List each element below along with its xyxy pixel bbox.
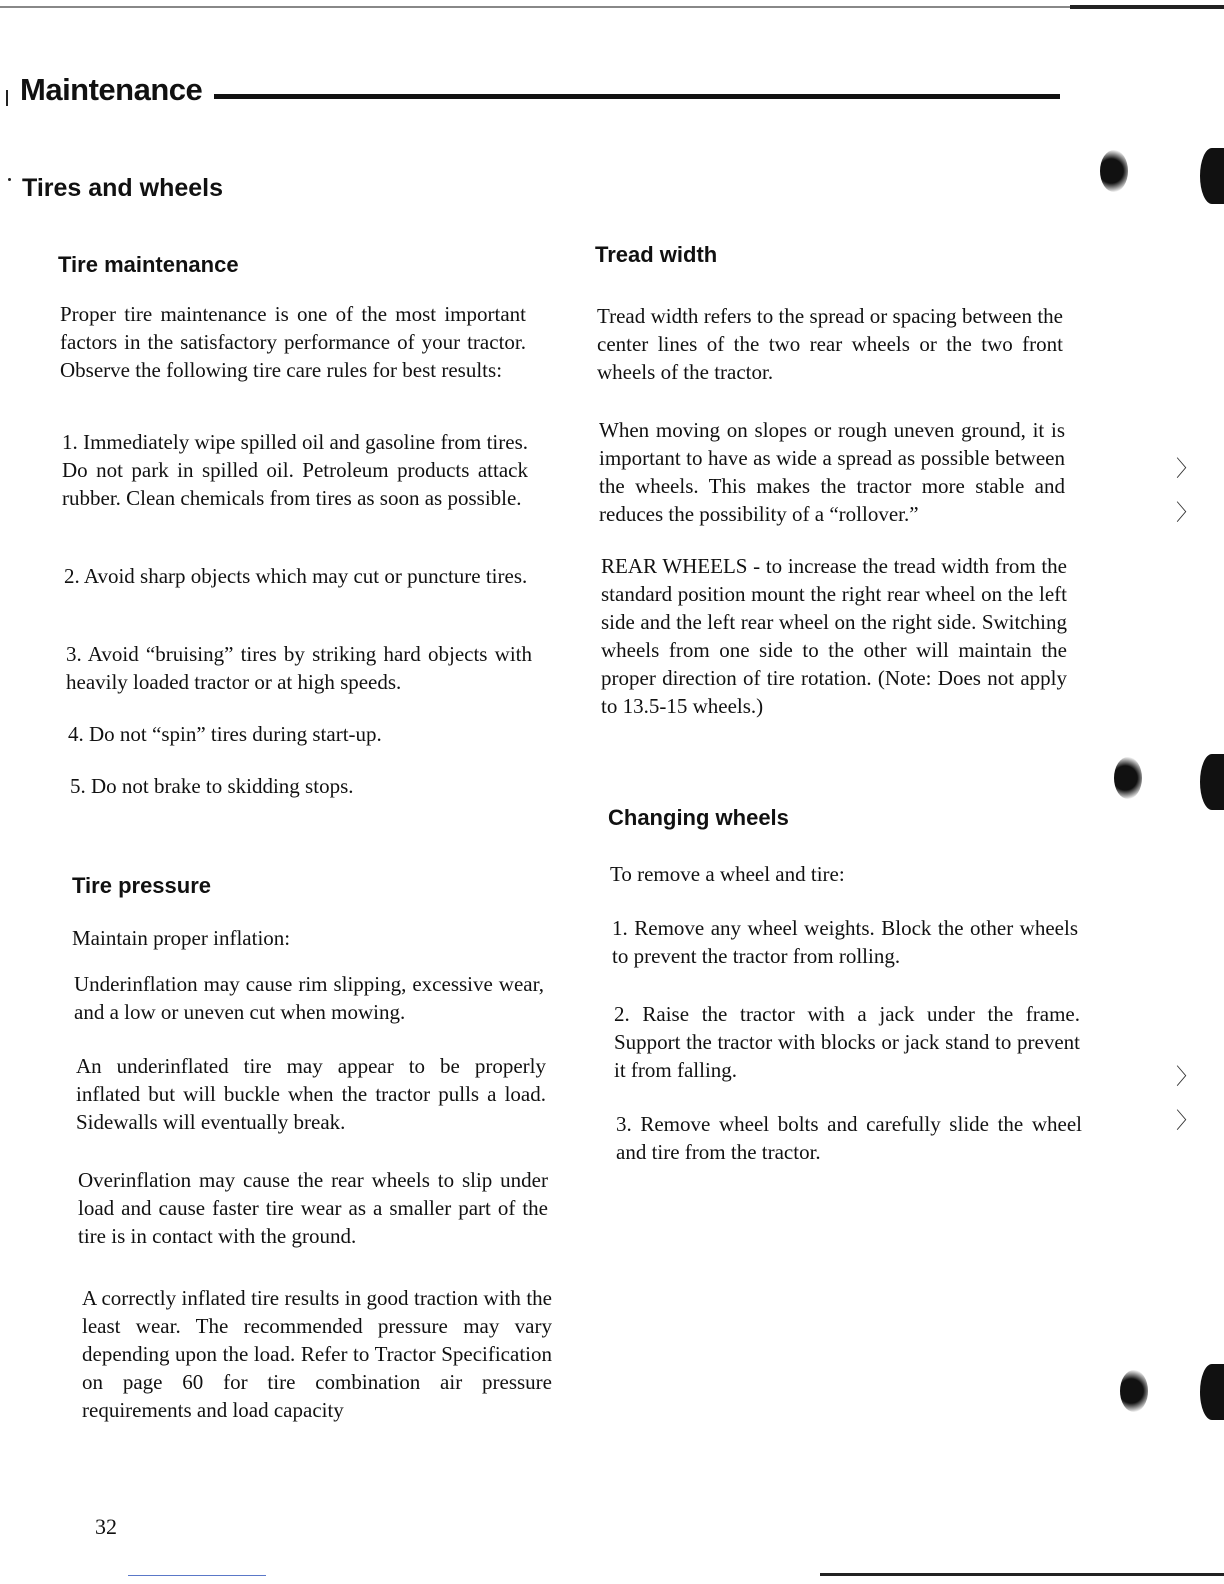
changing-wheels-step-3: 3. Remove wheel bolts and carefully slide the wheel and tire from the tractor. bbox=[616, 1112, 1082, 1164]
bottom-rule bbox=[820, 1573, 1224, 1576]
tread-width-para-3: REAR WHEELS - to increase the tread width from the standard position mount the right rear wheel on the left side and the left rear wheel on the right side. Switching wheels from one side to the other will maintain the proper direction of tire rotation. (Note: Does not apply to 13.5-15 wheels.) bbox=[601, 554, 1067, 718]
tire-maintenance-intro: Proper tire maintenance is one of the most important factors in the satisfactory performance of your tractor. Observe the following tire care rules for best results: bbox=[60, 302, 526, 382]
changing-wheels-step-2: 2. Raise the tractor with a jack under the frame. Support the tractor with blocks or jack stand to prevent it from falling. bbox=[614, 1002, 1080, 1082]
tire-pressure-para-1: Maintain proper inflation: bbox=[72, 926, 291, 950]
margin-mark bbox=[6, 90, 8, 106]
tire-maintenance-item-1: 1. Immediately wipe spilled oil and gasoline from tires. Do not park in spilled oil. Petroleum products attack rubber. Clean chemicals from tires as soon as possible. bbox=[62, 430, 528, 510]
changing-wheels-step-1: 1. Remove any wheel weights. Block the other wheels to prevent the tractor from rolling. bbox=[612, 916, 1078, 968]
section-underline bbox=[214, 94, 1060, 99]
binder-hole-edge-icon bbox=[1200, 1364, 1224, 1420]
binder-hole-icon bbox=[1100, 150, 1128, 192]
tread-width-para-2: When moving on slopes or rough uneven ground, it is important to have as wide a spread as possible between the wheels. This makes the tractor more stable and reduces the possibility of a “rollover.” bbox=[599, 418, 1065, 526]
tire-pressure-para-4: Overinflation may cause the rear wheels to slip under load and cause faster tire wear as a smaller part of the tire is in contact with the ground. bbox=[78, 1168, 548, 1248]
heading-changing-wheels: Changing wheels bbox=[608, 805, 789, 830]
tire-maintenance-item-4: 4. Do not “spin” tires during start-up. bbox=[68, 722, 382, 746]
tire-pressure-para-5: A correctly inflated tire results in good traction with the least wear. The recommended pressure may vary depending upon the load. Refer to Tractor Specification on page 60 for tire combination air pressure requirements and load capacity bbox=[82, 1286, 552, 1422]
binder-hole-edge-icon bbox=[1200, 148, 1224, 204]
top-rule-dark bbox=[1070, 5, 1224, 9]
tire-pressure-para-3: An underinflated tire may appear to be properly inflated but will buckle when the tractor pulls a load. Sidewalls will eventually break. bbox=[76, 1054, 546, 1134]
bottom-rule-blue bbox=[128, 1575, 266, 1576]
margin-brace-icon: 〉 bbox=[1176, 1065, 1199, 1090]
tire-maintenance-item-5: 5. Do not brake to skidding stops. bbox=[70, 774, 354, 798]
margin-brace-icon: 〉 bbox=[1176, 501, 1199, 526]
changing-wheels-intro: To remove a wheel and tire: bbox=[610, 862, 845, 886]
tire-maintenance-item-2: 2. Avoid sharp objects which may cut or puncture tires. bbox=[64, 564, 528, 588]
margin-dot bbox=[8, 178, 11, 181]
tire-maintenance-item-3: 3. Avoid “bruising” tires by striking hard objects with heavily loaded tractor or at high speeds. bbox=[66, 642, 532, 694]
binder-hole-icon bbox=[1114, 757, 1142, 799]
tread-width-para-1: Tread width refers to the spread or spacing between the center lines of the two rear wheels or the two front wheels of the tractor. bbox=[597, 304, 1063, 384]
heading-tread-width: Tread width bbox=[595, 242, 718, 267]
heading-tire-pressure: Tire pressure bbox=[72, 873, 212, 898]
tire-pressure-para-2: Underinflation may cause rim slipping, excessive wear, and a low or uneven cut when mowing. bbox=[74, 972, 544, 1024]
binder-hole-icon bbox=[1120, 1370, 1148, 1412]
margin-brace-icon: 〉 bbox=[1176, 1109, 1199, 1134]
top-rule bbox=[0, 6, 1224, 8]
margin-brace-icon: 〉 bbox=[1176, 457, 1199, 482]
binder-hole-edge-icon bbox=[1200, 754, 1224, 810]
page-number: 32 bbox=[95, 1514, 117, 1539]
subsection-title: Tires and wheels bbox=[22, 174, 224, 202]
section-title: Maintenance bbox=[20, 72, 203, 107]
heading-tire-maintenance: Tire maintenance bbox=[58, 252, 239, 277]
